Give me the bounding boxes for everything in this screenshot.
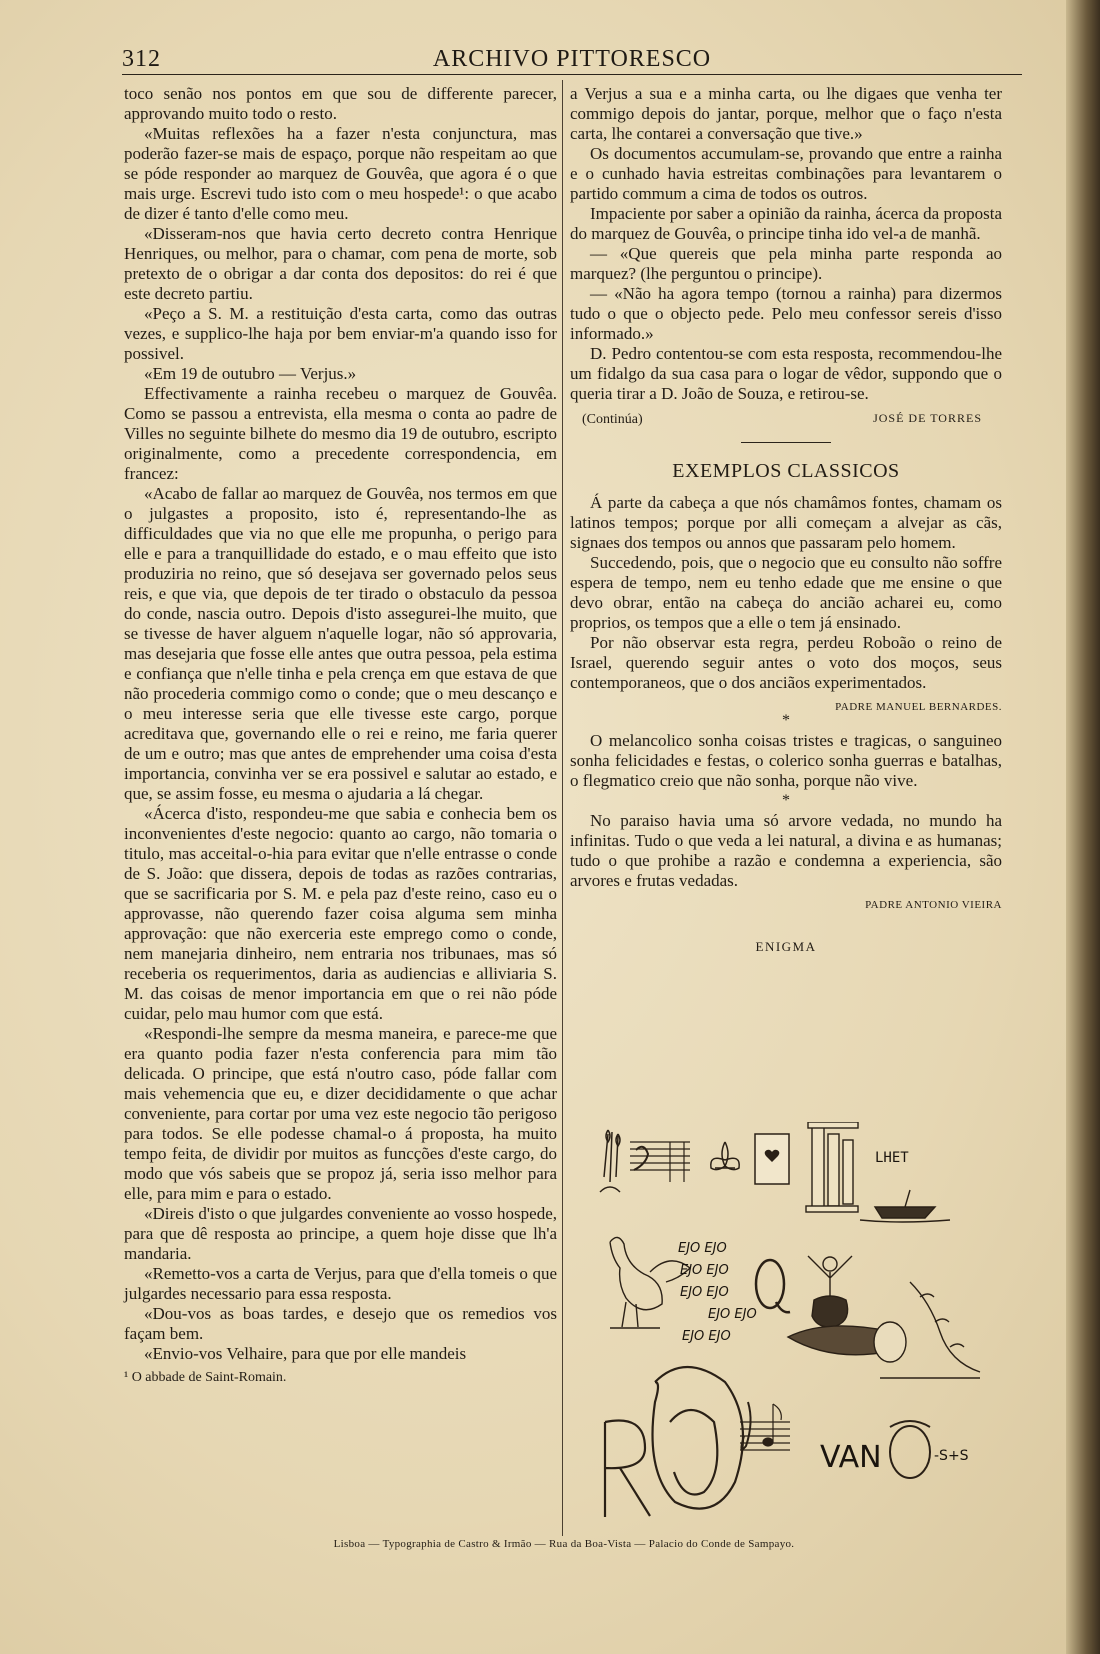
left-column bbox=[124, 84, 557, 1388]
dancer-figure-icon bbox=[788, 1256, 980, 1378]
article-author: JOSÉ DE TORRES bbox=[873, 411, 982, 425]
rebus-ejo-row: EJO EJO bbox=[708, 1307, 757, 1322]
paragraph: D. Pedro contentou-se com esta resposta, recommendou-lhe um fidalgo da sua casa para o logar de vêdor, suppondo que o queria tirar a D. João de Souza, e retirou-se. bbox=[570, 344, 1002, 403]
boat-icon bbox=[860, 1190, 950, 1222]
signature-row bbox=[570, 891, 1002, 909]
signature: PADRE ANTONIO VIEIRA bbox=[865, 899, 1002, 909]
separator-star: * bbox=[782, 712, 790, 729]
paragraph: a Verjus a sua e a minha carta, ou lhe digaes que venha ter commigo depois do jantar, porque, melhor que o faço n'esta carta, lhe contarei a conversação que tive.» bbox=[570, 84, 1002, 143]
paragraph: Impaciente por saber a opinião da rainha, ácerca da proposta do marquez de Gouvêa, o principe tinha ido vel-a de manhã. bbox=[570, 204, 1002, 243]
paragraph: Succedendo, pois, que o negocio que eu consulto não soffre espera de tempo, nem eu tenho edade que me ensine o que devo obrar, então na cabeça do ancião acharei eu, como proprios, os tempos que a elle o tem já ensinado. bbox=[570, 553, 1002, 632]
fleur-de-lis-icon bbox=[711, 1142, 739, 1170]
playing-card-icon bbox=[755, 1134, 789, 1184]
continuation-line bbox=[570, 408, 1002, 428]
rebus-ejo-row: EJO EJO bbox=[678, 1241, 727, 1256]
rebus-s-plus-s-text: -S+S bbox=[934, 1448, 969, 1464]
journal-title: ARCHIVO PITTORESCO bbox=[432, 46, 712, 72]
rebus-ejo-row: EJO EJO bbox=[680, 1263, 729, 1278]
paragraph: «Peço a S. M. a restituição d'esta carta, como das outras vezes, e supplico-lhe haja por bem enviar-m'a quando isso for possivel. bbox=[124, 304, 557, 363]
rebus-ejo-row: EJO EJO bbox=[682, 1329, 731, 1344]
paragraph: Os documentos accumulam-se, provando que entre a rainha e o cunhado havia estreitas combinações para levantarem o partido commum a cima de todos os outros. bbox=[570, 144, 1002, 203]
paragraph: Á parte da cabeça a que nós chamâmos fontes, chamam os latinos tempos; porque por alli começam a alvejar as cãs, signaes dos tempos ou annos que passaram pelo homem. bbox=[570, 493, 1002, 552]
signature: PADRE MANUEL BERNARDES. bbox=[835, 701, 1002, 711]
right-column bbox=[570, 84, 1002, 957]
enigma-rebus bbox=[590, 1122, 1010, 1522]
columns-icon bbox=[806, 1122, 858, 1212]
pot-icon bbox=[890, 1421, 930, 1478]
paragraph: «Dou-vos as boas tardes, e desejo que os remedios vos façam bem. bbox=[124, 1304, 557, 1343]
rebus-van-text: VAN bbox=[820, 1440, 882, 1475]
paragraph: toco senão nos pontos em que sou de differente parecer, approvando muito todo o resto. bbox=[124, 84, 557, 123]
page-header bbox=[122, 44, 1022, 75]
wheat-icon bbox=[600, 1130, 620, 1192]
paragraph: «Respondi-lhe sempre da mesma maneira, e parece-me que era quanto podia fazer n'esta conferencia para mim tão delicada. O principe, que está n'outro caso, póde fallar com mais vehemencia que eu, e dizer decididamente o que achar conveniente, para cortar por uma vez este negocio tão perigoso para todos. Se elle podesse chamal-o á proposta, ha muito tempo feita, de dividir por muitos as funcções d'este cargo, do modo que vós sabeis que se propoz já, seria isso melhor para elle, para mim e para o estado. bbox=[124, 1024, 557, 1203]
paragraph: «Muitas reflexões ha a fazer n'esta conjunctura, mas poderão fazer-se mais de espaço, porque não respeitam ao que se póde responder ao marquez de Gouvêa, que agora é o que mais urge. Escrevi tudo isto com o meu hospede¹: o que acabo de dizer é tanto d'elle como meu. bbox=[124, 124, 557, 223]
paragraph: «Envio-vos Velhaire, para que por elle mandeis bbox=[144, 1344, 467, 1363]
separator-star: * bbox=[782, 792, 790, 809]
paragraph: — «Não ha agora tempo (tornou a rainha) para dizermos tudo o que o objecto pede. Pelo meu confessor sereis d'isso informado.» bbox=[570, 284, 1002, 343]
paragraph: — «Que quereis que pela minha parte responda ao marquez? (lhe perguntou o principe). bbox=[570, 244, 1002, 283]
scribble-letters-icon bbox=[605, 1367, 743, 1517]
enigma-illustration bbox=[590, 1122, 1010, 1522]
paragraph: Por não observar esta regra, perdeu Roboão o reino de Israel, querendo seguir antes o voto dos moços, seus contemporaneos, que o dos anciãos experimentados. bbox=[570, 633, 1002, 692]
rebus-ejo-row: EJO EJO bbox=[680, 1285, 729, 1300]
page-footer: Lisboa — Typographia de Castro & Irmão — Rua da Boa-Vista — Palacio do Conde de Sampayo. bbox=[333, 1538, 795, 1550]
paragraph: «Em 19 de outubro — Verjus.» bbox=[144, 364, 357, 383]
paragraph: «Acabo de fallar ao marquez de Gouvêa, nos termos em que o julgastes a proposito, isto é, representando-lhe as difficuldades que via no que elle me propunha, o perigo para elle e para a tranquillidade do estado, e o mau effeito que isto produziria no reino, que só desejava ser governado pelos seus reis, e que via, que depois de ter tirado o obstaculo da pessoa do conde, nascia outro. Depois d'isto assegurei-lhe muito, que se tivesse de haver alguem n'aquelle logar, não só approvaria, mas desejaria que fosse elle antes que outra pessoa, pela estima e confiança que n'elle tinha e pela crença em que estava de que não procederia commigo como o conde; que o meu descanço e o meu interesse seria que elle tivesse este cargo, porque acreditava que, governando elle o rei e reino, me faria querer de um e outro; mas que antes de emprehender uma coisa d'esta importancia, convinha ver se era possivel e salutar ao estado, e que, se assim fosse, eu mesma o ajudaria a lá chegar. bbox=[124, 484, 557, 803]
footnote: ¹ O abbade de Saint-Romain. bbox=[124, 1370, 287, 1385]
enigma-title: ENIGMA bbox=[755, 939, 817, 954]
music-notes-icon bbox=[740, 1402, 790, 1450]
paragraph: «Direis d'isto o que julgardes conveniente ao vosso hospede, para que dê resposta ao principe, a quem hoje disse que lh'a mandaria. bbox=[124, 1204, 557, 1263]
paragraph: «Remetto-vos a carta de Verjus, para que d'ella tomeis o que julgardes necessario para essa resposta. bbox=[124, 1264, 557, 1303]
paragraph: O melancolico sonha coisas tristes e tragicas, o sanguineo sonha felicidades e festas, o colerico sonha guerras e batalhas, o flegmatico creio que não sonha, porque não vive. bbox=[570, 731, 1002, 790]
page-number: 312 bbox=[122, 46, 161, 72]
book-spine bbox=[1066, 0, 1100, 1654]
paragraph: Effectivamente a rainha recebeu o marquez de Gouvêa. Como se passou a entrevista, ella mesma o conta ao padre de Villes no seguinte bilhete do mesmo dia 19 de outubro, escripto originalmente, como a precedente correspondencia, em francez: bbox=[124, 384, 557, 483]
section-title: EXEMPLOS CLASSICOS bbox=[672, 460, 900, 482]
bass-clef-staff-icon bbox=[630, 1142, 690, 1182]
continua-label: (Continúa) bbox=[582, 412, 643, 427]
paragraph: «Disseram-nos que havia certo decreto contra Henrique Henriques, ou melhor, para o chamar, com pena de morte, sob pretexto de o obrigar a dar conta dos depositos: do rei é que este decreto partiu. bbox=[124, 224, 557, 303]
rebus-letters-lhet: LHET bbox=[875, 1150, 909, 1166]
paragraph: No paraiso havia uma só arvore vedada, no mundo ha infinitas. Tudo o que veda a lei natural, a divina e as humanas; tudo o que prohibe a razão e condemna a experiencia, são arvores e frutas vedadas. bbox=[570, 811, 1002, 890]
column-divider bbox=[562, 80, 563, 1536]
letter-q-icon bbox=[756, 1260, 790, 1312]
paragraph: «Ácerca d'isto, respondeu-me que sabia e conhecia bem os inconvenientes d'este negocio: quanto ao cargo, não tomaria o titulo, mas acceital-o-hia para evitar que n'elle entrasse o conde de S. João: que dissera, depois de todas as razões contrarias, que se sacrificaria por S. M. e pela paz d'este reino, caso eu o approvasse, não querendo fazer coisa alguma sem minha approvação: que não exerceria este emprego como o conde, nem manejaria dinheiro, nem entraria nos tribunaes, mas só receberia os requerimentos, daria as audiencias e alliviaria S. M. das coisas de menor importancia em que o rei não póde cuidar, pelo mau humor com que está. bbox=[124, 804, 557, 1023]
section-rule bbox=[741, 442, 831, 443]
signature-row bbox=[570, 693, 1002, 711]
